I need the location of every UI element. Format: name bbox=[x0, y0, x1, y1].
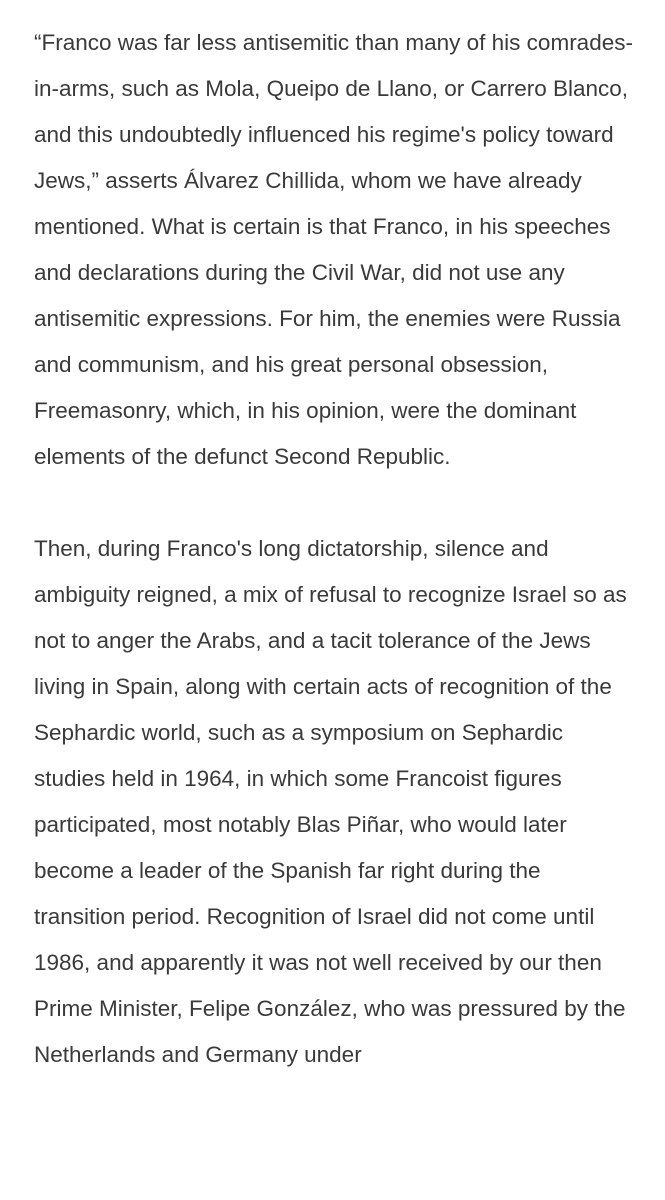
paragraph-franco-dictatorship: Then, during Franco's long dictatorship, silence and ambiguity reigned, a mix of refusal to recognize Israel so as not to anger the Arabs, and a tacit tolerance of the Jews living in Spain, along with certain acts of recognition of the Sephardic world, such as a symposium on Sephardic studies held in 1964, in which some Francoist figures participated, most notably Blas Piñar, who would later become a leader of the Spanish far right during the transition period. Recognition of Israel did not come until 1986, and apparently it was not well received by our then Prime Minister, Felipe González, who was pressured by the Netherlands and Germany under bbox=[34, 536, 627, 1067]
paragraph-franco-antisemitism: “Franco was far less antisemitic than many of his comrades-in-arms, such as Mola, Queipo de Llano, or Carrero Blanco, and this undoubtedly influenced his regime's policy toward Jews,” asserts Álvarez Chillida, whom we have already mentioned. What is certain is that Franco, in his speeches and declarations during the Civil War, did not use any antisemitic expressions. For him, the enemies were Russia and communism, and his great personal obsession, Freemasonry, which, in his opinion, were the dominant elements of the defunct Second Republic. bbox=[34, 30, 633, 469]
article-body bbox=[34, 20, 634, 1124]
